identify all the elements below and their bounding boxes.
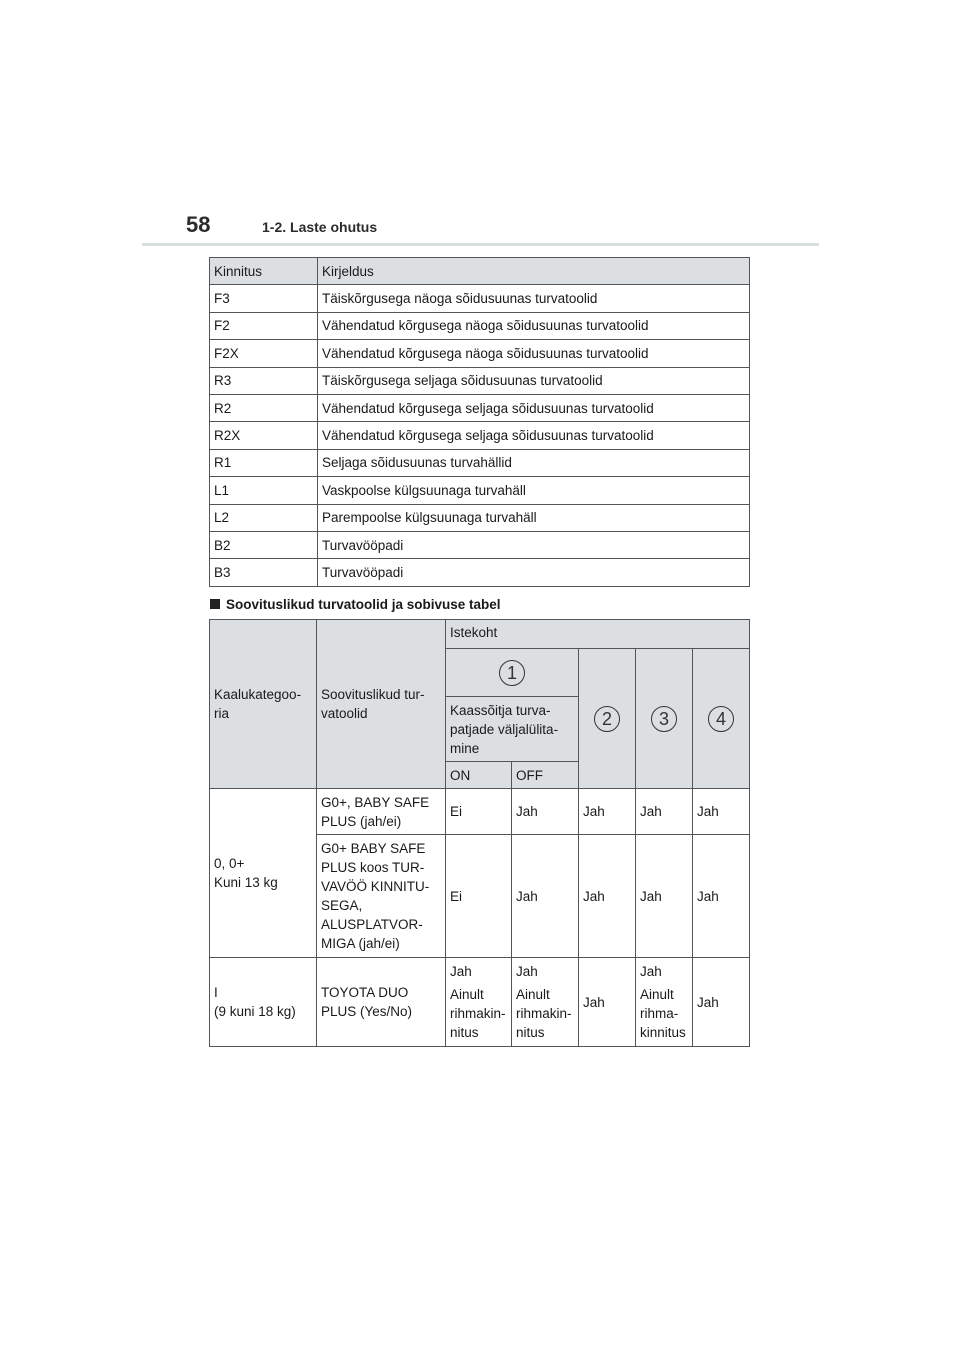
anchorage-table xyxy=(209,257,750,587)
table-row xyxy=(210,285,750,312)
seat-3-cell xyxy=(636,649,693,789)
table-cell: Vähendatud kõrgusega seljaga sõidusuunas turvatoolid xyxy=(318,394,750,421)
seat-1-cell xyxy=(446,649,579,697)
table-cell: Jah xyxy=(579,789,636,835)
table-row xyxy=(210,504,750,531)
table-cell: L2 xyxy=(210,504,318,531)
table-row xyxy=(210,394,750,421)
section-title: 1-2. Laste ohutus xyxy=(262,219,378,235)
cell-line: Ainult rihma-kinnitus xyxy=(640,987,686,1040)
table-cell: R2X xyxy=(210,422,318,449)
table-cell: B3 xyxy=(210,559,318,586)
weight-category-cell xyxy=(210,958,317,1047)
table-cell: R2 xyxy=(210,394,318,421)
table-cell: Jah xyxy=(579,958,636,1047)
table-cell: R1 xyxy=(210,449,318,476)
table-row xyxy=(210,559,750,586)
section-heading-text: Soovituslikud turvatoolid ja sobivuse tabel xyxy=(226,597,501,612)
page-number: 58 xyxy=(186,212,211,237)
cell-line: Ainult rihmakin-nitus xyxy=(450,987,506,1040)
table-row xyxy=(210,340,750,367)
table-cell: B2 xyxy=(210,531,318,558)
weight-category-line: I xyxy=(214,985,218,1000)
seat-4-cell xyxy=(693,649,750,789)
table-cell: F2 xyxy=(210,312,318,339)
table-row xyxy=(210,367,750,394)
column-header: Kirjeldus xyxy=(318,258,750,285)
table-cell xyxy=(446,958,512,1047)
section-heading xyxy=(210,597,501,612)
table-cell: Parempoolse külgsuunaga turvahäll xyxy=(318,504,750,531)
column-header: Kinnitus xyxy=(210,258,318,285)
weight-category-line: (9 kuni 18 kg) xyxy=(214,1004,296,1019)
table-cell: F2X xyxy=(210,340,318,367)
header-recommended-seats: Soovituslikud tur-vatoolid xyxy=(317,620,446,789)
seat-2-icon: 2 xyxy=(594,706,620,732)
table-cell: Jah xyxy=(693,789,750,835)
table-cell: Jah xyxy=(579,835,636,958)
header-on: ON xyxy=(446,762,512,789)
table-cell: R3 xyxy=(210,367,318,394)
header-airbag-deactivation: Kaassõitja turva-patjade väljalülita-mine xyxy=(446,697,579,762)
table-row xyxy=(210,449,750,476)
child-seat-cell: TOYOTA DUO PLUS (Yes/No) xyxy=(317,958,446,1047)
table-row xyxy=(210,312,750,339)
table-cell xyxy=(512,958,579,1047)
table-row xyxy=(210,422,750,449)
table-cell: L1 xyxy=(210,477,318,504)
header-rule xyxy=(142,243,819,246)
header-weight-category: Kaalukategoo-ria xyxy=(210,620,317,789)
table-cell: Vähendatud kõrgusega seljaga sõidusuunas turvatoolid xyxy=(318,422,750,449)
seat-2-cell xyxy=(579,649,636,789)
table-cell: Vähendatud kõrgusega näoga sõidusuunas turvatoolid xyxy=(318,312,750,339)
cell-line: Jah xyxy=(450,964,472,979)
square-bullet-icon xyxy=(210,599,220,609)
table-cell: Turvavööpadi xyxy=(318,531,750,558)
weight-category-line: 0, 0+ xyxy=(214,856,245,871)
table-cell: Vähendatud kõrgusega näoga sõidusuunas turvatoolid xyxy=(318,340,750,367)
table-cell: Jah xyxy=(512,835,579,958)
table-header-row xyxy=(210,258,750,285)
table-row xyxy=(210,531,750,558)
child-seat-cell: G0+ BABY SAFE PLUS koos TUR-VAVÖÖ KINNITU-SEGA, ALUSPLATVOR-MIGA (jah/ei) xyxy=(317,835,446,958)
table-cell: Turvavööpadi xyxy=(318,559,750,586)
table-cell: Jah xyxy=(636,835,693,958)
compatibility-table xyxy=(209,619,750,1047)
table-cell: Jah xyxy=(693,835,750,958)
cell-line: Jah xyxy=(640,964,662,979)
table-cell: Jah xyxy=(512,789,579,835)
table-cell: Täiskõrgusega seljaga sõidusuunas turvatoolid xyxy=(318,367,750,394)
table-cell: Seljaga sõidusuunas turvahällid xyxy=(318,449,750,476)
table-cell: Ei xyxy=(446,789,512,835)
table-cell: Jah xyxy=(693,958,750,1047)
child-seat-cell: G0+, BABY SAFE PLUS (jah/ei) xyxy=(317,789,446,835)
table-cell: Ei xyxy=(446,835,512,958)
cell-line: Jah xyxy=(516,964,538,979)
weight-category-line: Kuni 13 kg xyxy=(214,875,278,890)
header-off: OFF xyxy=(512,762,579,789)
table-cell: Täiskõrgusega näoga sõidusuunas turvatoolid xyxy=(318,285,750,312)
seat-4-icon: 4 xyxy=(708,706,734,732)
table-cell xyxy=(636,958,693,1047)
cell-line: Ainult rihmakin-nitus xyxy=(516,987,572,1040)
seat-1-icon: 1 xyxy=(499,660,525,686)
weight-category-cell xyxy=(210,789,317,958)
table-row xyxy=(210,477,750,504)
table-header-row xyxy=(210,620,750,649)
table-cell: Vaskpoolse külgsuunaga turvahäll xyxy=(318,477,750,504)
table-cell: Jah xyxy=(636,789,693,835)
seat-3-icon: 3 xyxy=(651,706,677,732)
header-seating-position: Istekoht xyxy=(446,620,750,649)
table-row xyxy=(210,789,750,835)
table-cell: F3 xyxy=(210,285,318,312)
table-row xyxy=(210,958,750,1047)
